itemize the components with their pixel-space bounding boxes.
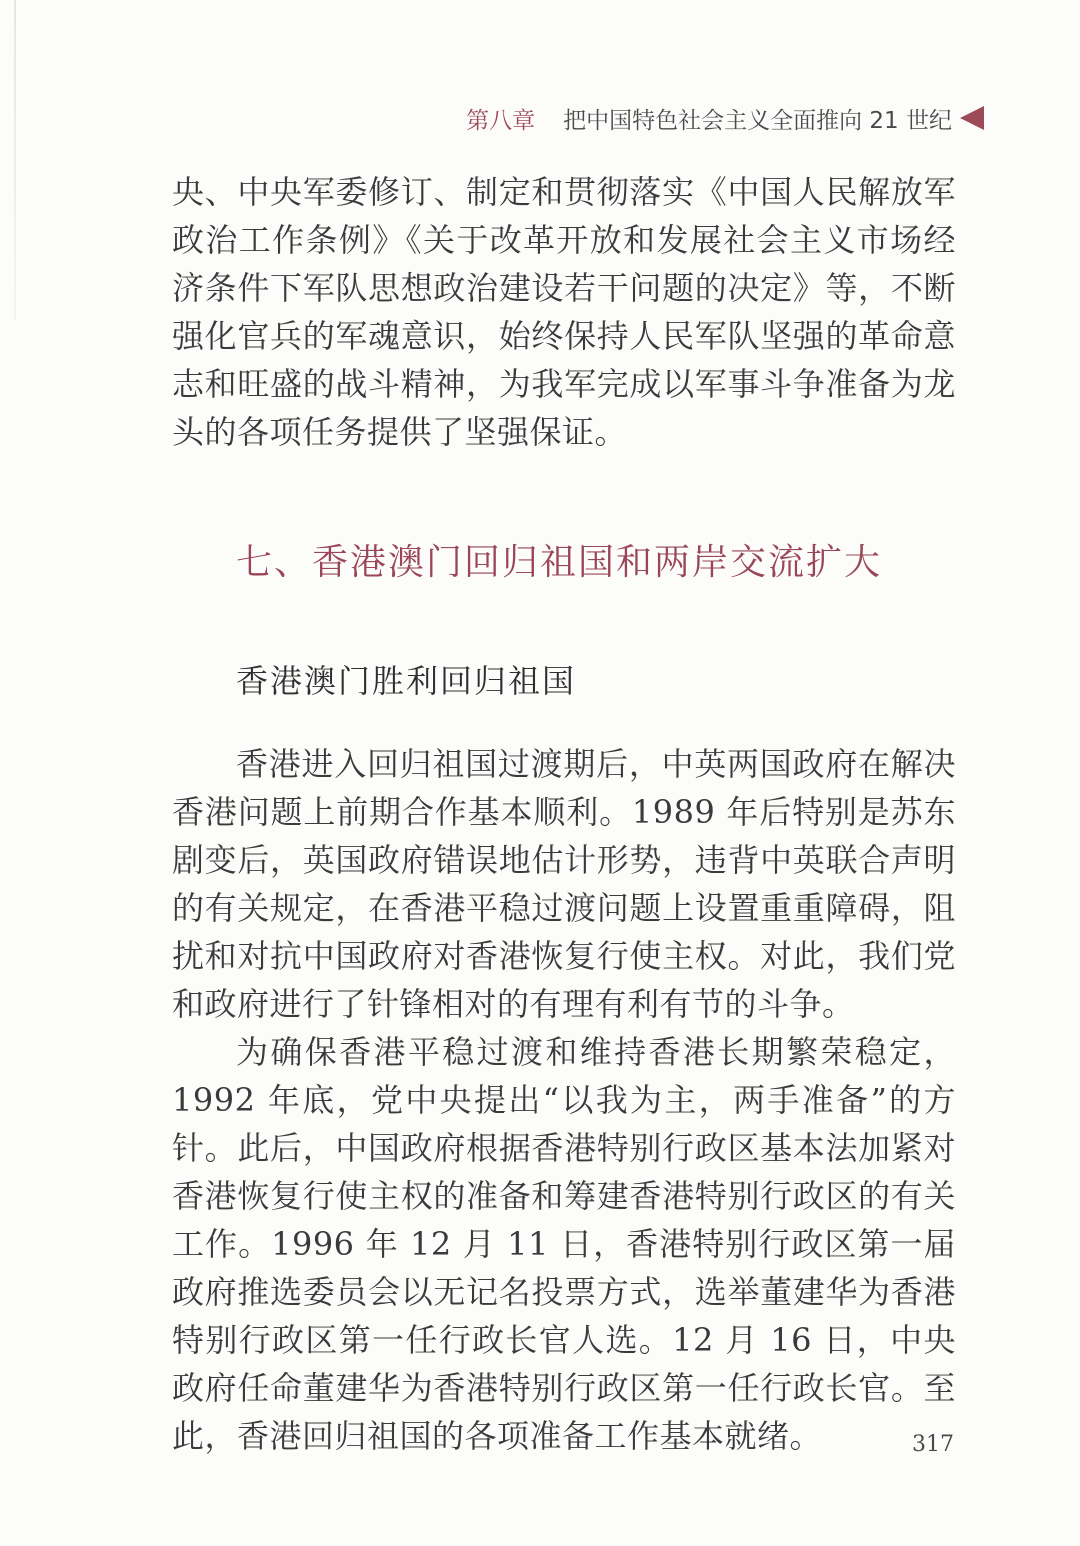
continued-paragraph: 央、中央军委修订、制定和贯彻落实《中国人民解放军政治工作条例》《关于改革开放和发展社会主义市场经济条件下军队思想政治建设若干问题的决定》等，不断强化官兵的军魂意识，始终保持人民军队坚强的革命意志和旺盛的战斗精神，为我军完成以军事斗争准备为龙头的各项任务提供了坚强保证。 — [172, 173, 956, 451]
page-number: 317 — [912, 1432, 954, 1457]
body-paragraph: 为确保香港平稳过渡和维持香港长期繁荣稳定，1992 年底，党中央提出“以我为主，两手准备”的方针。此后，中国政府根据香港特别行政区基本法加紧对香港恢复行使主权的准备和筹建香港特别行政区的有关工作。1996 年 12 月 11 日，香港特别行政区第一届政府推选委员会以无记名投票方式，选举董建华为香港特别行政区第一任行政长官人选。12 月 16 日，中央政府任命董建华为香港特别行政区第一任行政长官。至此，香港回归祖国的各项准备工作基本就绪。 — [172, 1033, 956, 1455]
chapter-title: 把中国特色社会主义全面推向 21 世纪 — [563, 107, 952, 134]
chapter-label: 第八章 — [466, 107, 536, 134]
subsection-heading: 香港澳门胜利回归祖国 — [236, 662, 577, 700]
continued-paragraph-block — [172, 168, 956, 456]
section-heading: 七、香港澳门回归祖国和两岸交流扩大 — [236, 542, 883, 583]
page-binding-edge — [14, 0, 16, 320]
running-header — [466, 100, 984, 136]
section-body — [172, 740, 956, 1460]
triangle-marker-icon — [960, 106, 984, 130]
body-paragraph: 香港进入回归祖国过渡期后，中英两国政府在解决香港问题上前期合作基本顺利。1989 年后特别是苏东剧变后，英国政府错误地估计形势，违背中英联合声明的有关规定，在香港平稳过渡问题上设置重重障碍，阻扰和对抗中国政府对香港恢复行使主权。对此，我们党和政府进行了针锋相对的有理有利有节的斗争。 — [172, 745, 956, 1023]
